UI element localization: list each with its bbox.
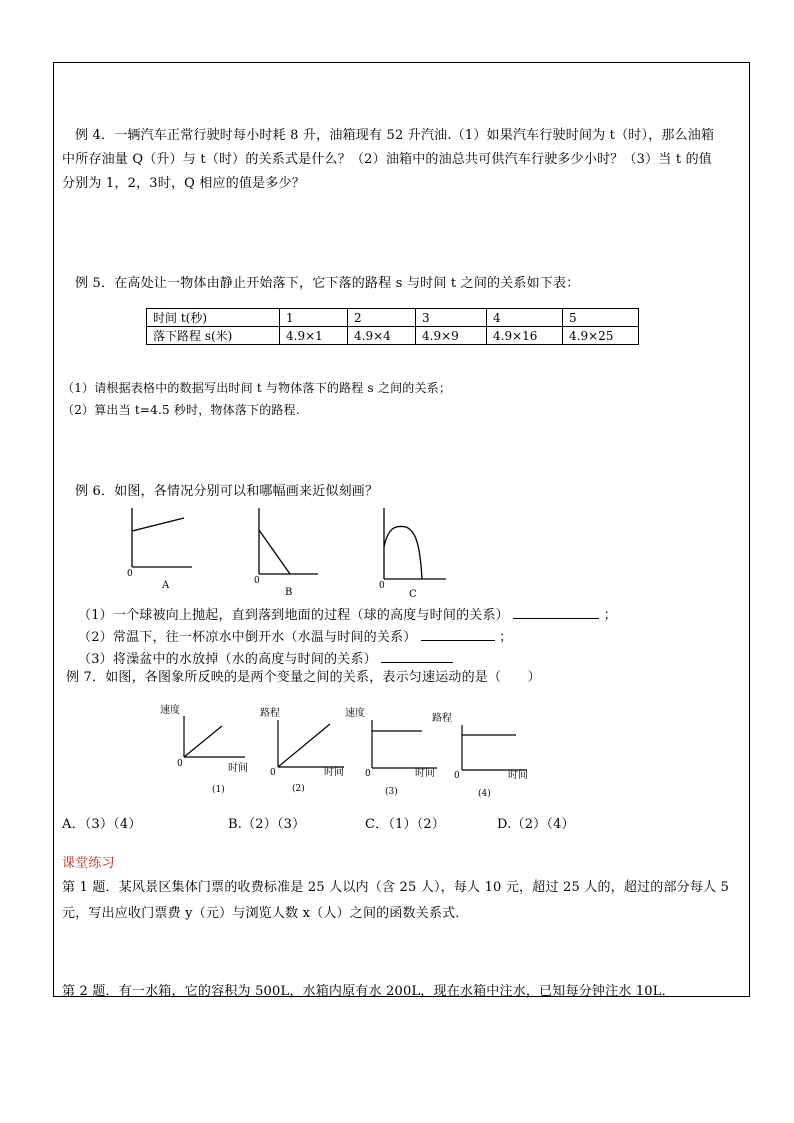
table-cell: 时间 t(秒) — [147, 309, 280, 327]
practice-q1-line1: 第 1 题．某风景区集体门票的收费标准是 25 人以内（含 25 人），每人 10 元，超过 25 人的，超过的部分每人 5 — [62, 880, 730, 895]
table-cell: 4.9×9 — [416, 327, 487, 345]
graph-2-xlabel: 时间 — [324, 767, 344, 778]
option-a[interactable]: A．（3）（4） — [62, 817, 142, 832]
option-c[interactable]: C．（1）（2） — [365, 817, 446, 832]
ex4-line2: 中所存油量 Q（升）与 t（时）的关系式是什么？（2）油箱中的油总共可供汽车行驶多少小时？（3）当 t 的值 — [62, 152, 712, 167]
graph-3 — [345, 700, 445, 800]
table-cell: 5 — [563, 309, 639, 327]
graph-1-xlabel: 时间 — [228, 763, 248, 774]
graph-c-label: C — [409, 589, 417, 600]
graph-4-ylabel: 路程 — [432, 713, 452, 724]
fall-table — [146, 308, 639, 345]
table-cell: 4.9×4 — [348, 327, 416, 345]
ex6-q3-text: （3）将澡盆中的水放掉（水的高度与时间的关系） — [78, 652, 377, 667]
graph-1 — [160, 700, 260, 800]
ex6-q1 — [78, 604, 617, 628]
table-cell: 落下路程 s(米) — [147, 327, 280, 345]
practice-q1-line2: 元，写出应收门票费 y（元）与浏览人数 x（人）之间的函数关系式． — [62, 906, 469, 921]
table-cell: 3 — [416, 309, 487, 327]
graph-b-label: B — [285, 587, 293, 598]
graph-a-origin: 0 — [127, 569, 133, 579]
ex5-intro: 例 5．在高处让一物体由静止开始落下，它下落的路程 s 与时间 t 之间的关系如下表： — [75, 276, 580, 291]
graph-c — [372, 505, 452, 600]
graph-2-ylabel: 路程 — [260, 708, 280, 719]
practice-heading: 课堂练习 — [62, 856, 115, 871]
ex6-q1-text: （1）一个球被向上抛起，直到落到地面的过程（球的高度与时间的关系） — [78, 608, 509, 623]
answer-blank-3[interactable] — [381, 648, 453, 663]
ex5-q2: （2）算出当 t=4.5 秒时，物体落下的路程. — [62, 403, 300, 417]
option-b[interactable]: B.（2）（3） — [228, 817, 306, 832]
graph-3-ylabel: 速度 — [345, 708, 365, 719]
ex5-q1: （1）请根据表格中的数据写出时间 t 与物体落下的路程 s 之间的关系； — [62, 381, 452, 395]
practice-q2: 第 2 题．有一水箱，它的容积为 500L，水箱内原有水 200L，现在水箱中注水，已知每分钟注水 10L． — [62, 984, 675, 999]
graph-4-xlabel: 时间 — [508, 770, 528, 781]
graph-1-origin: 0 — [177, 759, 183, 769]
graph-3-xlabel: 时间 — [415, 768, 435, 779]
graph-3-caption: (3) — [385, 787, 398, 797]
table-row — [147, 327, 639, 345]
ex6-q2-text: （2）常温下，往一杯凉水中倒开水（水温与时间的关系） — [78, 630, 417, 645]
option-d[interactable]: D.（2）（4） — [497, 817, 575, 832]
graph-4-caption: (4) — [478, 789, 491, 799]
graph-1-ylabel: 速度 — [160, 705, 180, 716]
table-cell: 1 — [280, 309, 348, 327]
graph-4 — [432, 700, 532, 800]
table-cell: 4 — [487, 309, 563, 327]
graph-2-caption: (2) — [292, 784, 305, 794]
table-cell: 4.9×1 — [280, 327, 348, 345]
answer-blank-2[interactable] — [421, 626, 495, 641]
graph-c-origin: 0 — [379, 581, 385, 591]
graph-b-origin: 0 — [254, 576, 260, 586]
ex4-line3: 分别为 1，2，3时，Q 相应的值是多少？ — [62, 176, 305, 191]
table-cell: 4.9×25 — [563, 327, 639, 345]
table-cell: 4.9×16 — [487, 327, 563, 345]
ex6-intro: 例 6．如图，各情况分别可以和哪幅画来近似刻画？ — [75, 484, 379, 499]
graph-a — [120, 505, 200, 595]
graph-a-label: A — [162, 580, 170, 591]
ex6-q2 — [78, 626, 512, 650]
answer-blank-1[interactable] — [513, 604, 599, 619]
ex6-q2-end: ； — [499, 630, 513, 645]
graph-b — [250, 505, 330, 598]
graph-2-origin: 0 — [270, 768, 276, 778]
graph-4-origin: 0 — [454, 771, 460, 781]
table-cell: 2 — [348, 309, 416, 327]
ex6-q1-end: ； — [603, 608, 617, 623]
ex4-line1: 例 4．一辆汽车正常行驶时每小时耗 8 升，油箱现有 52 升汽油.（1）如果汽车行驶时间为 t（时），那么油箱 — [75, 128, 715, 143]
table-row — [147, 309, 639, 327]
graph-3-origin: 0 — [365, 769, 371, 779]
graph-1-caption: (1) — [212, 785, 225, 795]
ex7-intro: 例 7．如图，各图象所反映的是两个变量之间的关系，表示匀速运动的是（ ） — [66, 670, 541, 685]
